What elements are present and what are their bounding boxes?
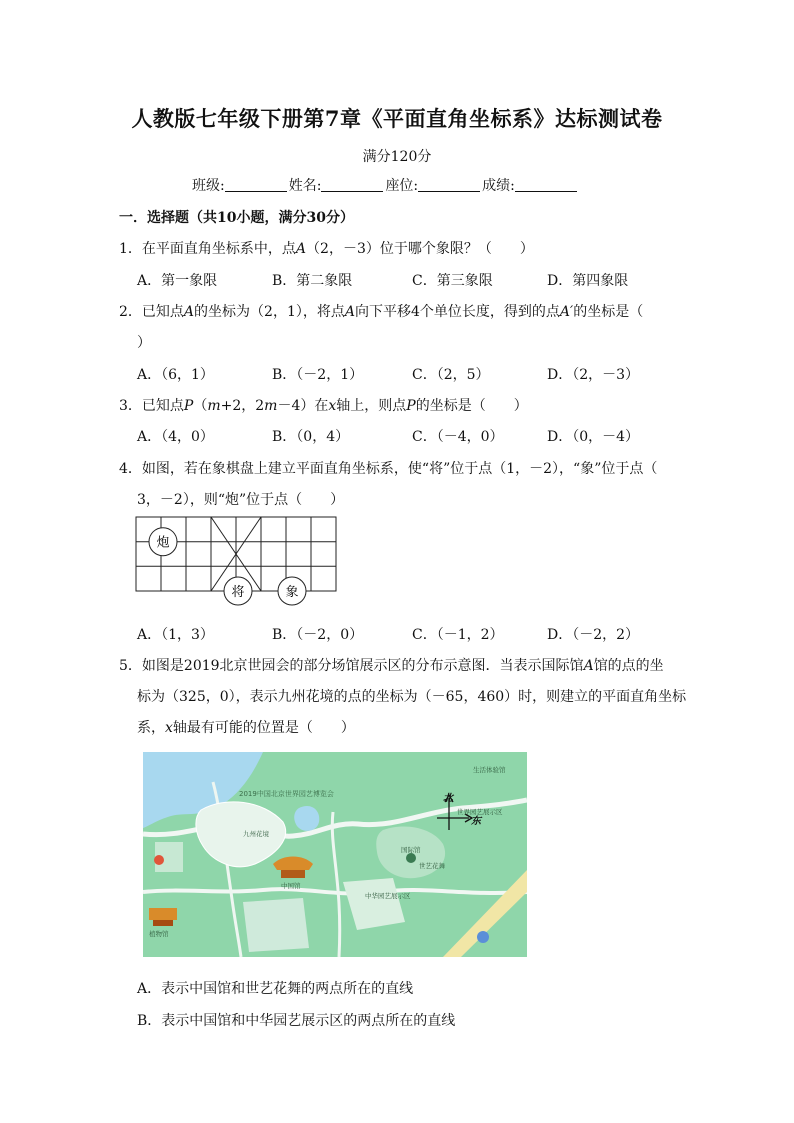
q3-option-d[interactable]: D．（0，－4） [547,429,640,445]
q2-option-d[interactable]: D．（2，－3） [547,367,640,383]
map-sign: 2019中国北京世界园艺博览会 [239,790,334,798]
q1-option-a[interactable]: A．第一象限 [137,273,218,289]
q3-option-c[interactable]: C．（－4，0） [412,429,504,445]
name-label: 姓名: [288,178,322,194]
map-zhonghua: 中华园艺展示区 [365,892,411,900]
q1-option-b[interactable]: B．第二象限 [272,273,353,289]
q2-option-c[interactable]: C．（2，5） [412,367,490,383]
east-label: 东 [471,816,481,827]
parking-icon [477,931,489,943]
seat-label: 座位: [385,178,419,194]
name-blank[interactable] [321,177,383,192]
q1-option-d[interactable]: D．第四象限 [547,273,629,289]
question-3: 3．已知点P（m+2，2m－4）在x轴上，则点P的坐标是（ ） [119,398,528,414]
bee-icon [154,855,164,865]
map-shengtai: 生活体验馆 [473,766,506,774]
question-5: 5．如图是2019北京世园会的部分场馆展示区的分布示意图．当表示国际馆A馆的点的坐 [119,658,664,674]
map-guoji: 国际馆 [401,846,421,854]
full-score: 满分120分 [362,149,432,165]
score-label: 成绩: [482,178,515,194]
question-2: 2．已知点A的坐标为（2，1），将点A向下平移4个单位长度，得到的点A′的坐标是（ [119,304,644,320]
q3-option-b[interactable]: B．（0，4） [272,429,350,445]
north-label: 北 [443,793,453,804]
student-info-line [192,175,579,195]
map-zhongguo: 中国馆 [281,882,301,890]
q3-option-a[interactable]: A．（4，0） [137,429,214,445]
pao-piece [149,528,177,556]
question-1: 1．在平面直角坐标系中，点A（2，－3）位于哪个象限？（ ） [119,241,534,257]
q2-option-b[interactable]: B．（－2，1） [272,367,364,383]
jiang-piece [224,577,252,605]
map-jiuzhou: 九州花境 [243,830,269,838]
q5-option-a[interactable]: A．表示中国馆和世艺花舞的两点所在的直线 [137,981,414,997]
chess-board-figure [135,516,340,616]
question-4-line2: 3，－2），则“炮”位于点（ ） [137,492,345,508]
class-blank[interactable] [225,177,287,192]
q4-option-a[interactable]: A．（1，3） [137,627,214,643]
xiang-piece [278,577,306,605]
section-heading: 一．选择题（共10小题，满分30分） [119,210,354,226]
q1-option-c[interactable]: C．第三象限 [412,273,493,289]
q4-option-b[interactable]: B．（－2，0） [272,627,364,643]
seat-blank[interactable] [418,177,480,192]
map-shiyi: 世艺花舞 [419,862,445,870]
question-4: 4．如图，若在象棋盘上建立平面直角坐标系，使“将”位于点（1，－2），“象”位于点（ [119,461,658,477]
page-title: 人教版七年级下册第7章《平面直角坐标系》达标测试卷 [131,106,663,131]
question-5-line2: 标为（325，0），表示九州花境的点的坐标为（－65，460）时，则建立的平面直角坐标 [137,689,687,705]
question-5-line3: 系，x轴最有可能的位置是（ ） [137,720,355,736]
question-2-line2: ） [137,335,151,351]
svg-text:炮: 炮 [156,535,170,551]
q4-option-d[interactable]: D．（－2，2） [547,627,640,643]
map-zhiwu: 植物馆 [149,930,169,938]
score-blank[interactable] [515,177,577,192]
q5-option-b[interactable]: B．表示中国馆和中华园艺展示区的两点所在的直线 [137,1013,456,1029]
q4-option-c[interactable]: C．（－1，2） [412,627,504,643]
class-label: 班级: [192,178,225,194]
expo-map-figure [143,752,527,957]
map-shijie: 世界园艺展示区 [457,808,503,816]
svg-text:象: 象 [285,585,299,600]
q2-option-a[interactable]: A．（6，1） [137,367,214,383]
svg-text:将: 将 [231,585,245,600]
